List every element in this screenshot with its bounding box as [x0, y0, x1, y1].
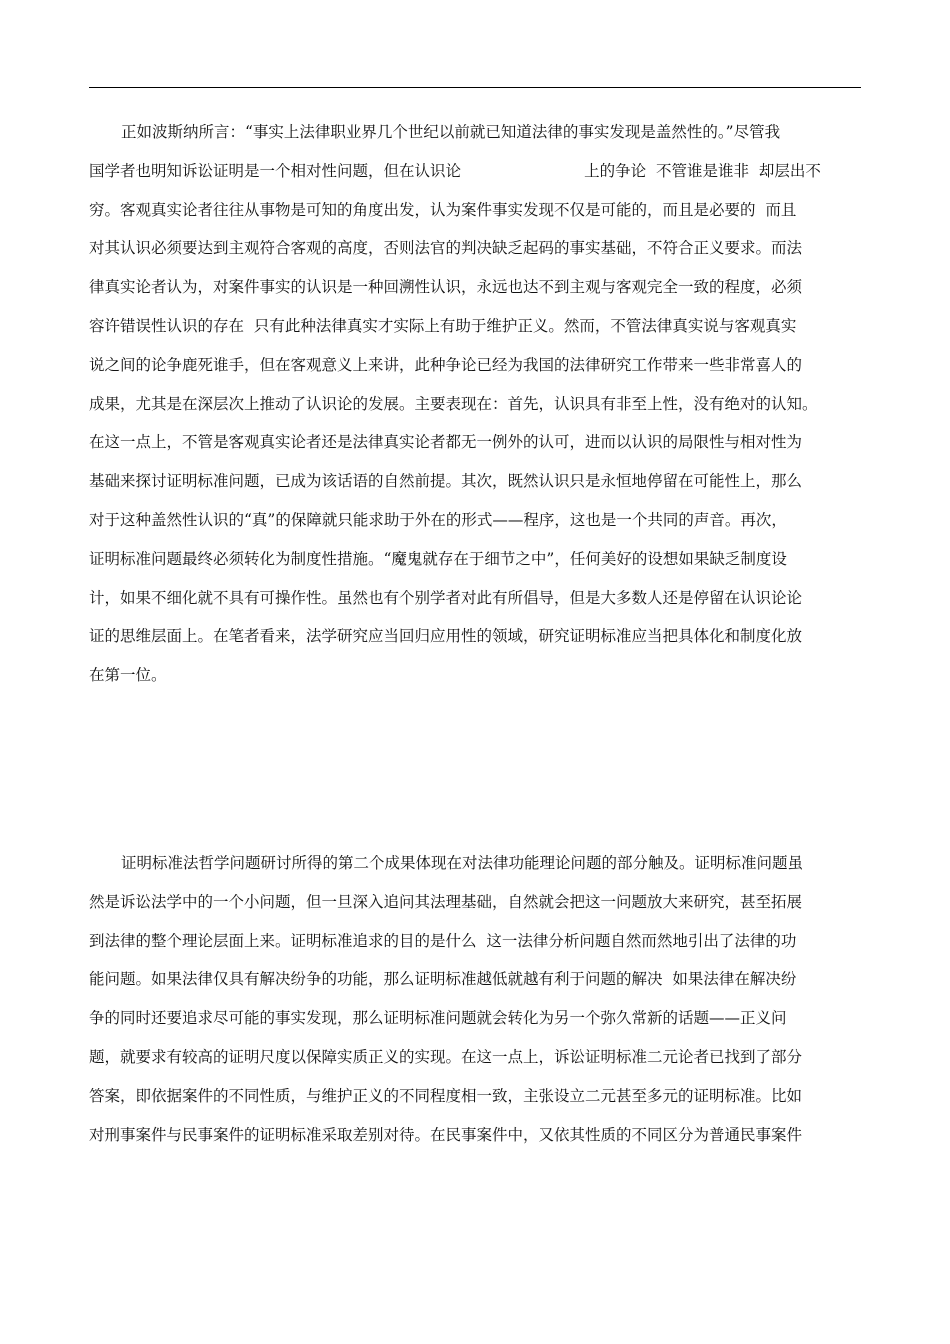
text-line: 计，如果不细化就不具有可操作性。虽然也有个别学者对此有所倡导，但是大多数人还是停留在认识论论 [89, 588, 803, 607]
text-line: 容许错误性认识的存在 只有此种法律真实才实际上有助于维护正义。然而，不管法律真实说与客观真实 [89, 316, 797, 335]
text-line: 国学者也明知诉讼证明是一个相对性问题，但在认识论 上的争论 不管谁是谁非 却层出不 [89, 161, 821, 180]
text-line: 证明标准法哲学问题研讨所得的第二个成果体现在对法律功能理论问题的部分触及。证明标准问题虽 [121, 854, 804, 872]
text-line: 在第一位。 [89, 666, 167, 685]
text-line: 对于这种盖然性认识的“真”的保障就只能求助于外在的形式——程序，这也是一个共同的声音。再次， [89, 510, 787, 529]
paragraph-2 [89, 844, 869, 1154]
text-line: 证明标准问题最终必须转化为制度性措施。“魔鬼就存在于细节之中”，任何美好的设想如果缺乏制度设 [89, 549, 787, 568]
text-line: 证的思维层面上。在笔者看来，法学研究应当回归应用性的领域，研究证明标准应当把具体化和制度化放 [89, 627, 803, 646]
text-line: 到法律的整个理论层面上来。证明标准追求的目的是什么 这一法律分析问题自然而然地引出了法律的功 [89, 931, 797, 950]
text-line: 在这一点上，不管是客观真实论者还是法律真实论者都无一例外的认可，进而以认识的局限性与相对性为 [89, 433, 803, 452]
text-line: 然是诉讼法学中的一个小问题，但一旦深入追问其法理基础，自然就会把这一问题放大来研究，甚至拓展 [89, 892, 803, 911]
text-line: 穷。客观真实论者往往从事物是可知的角度出发，认为案件事实发现不仅是可能的，而且是必要的 而且 [89, 200, 797, 219]
text-line: 对其认识必须要达到主观符合客观的高度，否则法官的判决缺乏起码的事实基础，不符合正义要求。而法 [89, 239, 803, 258]
text-line: 答案，即依据案件的不同性质，与维护正义的不同程度相一致，主张设立二元甚至多元的证明标准。比如 [89, 1086, 803, 1105]
text-line: 对刑事案件与民事案件的证明标准采取差别对待。在民事案件中，又依其性质的不同区分为普通民事案件 [89, 1125, 803, 1144]
text-line: 说之间的论争鹿死谁手，但在客观意义上来讲，此种争论已经为我国的法律研究工作带来一些非常喜人的 [89, 355, 803, 374]
paragraph-1 [89, 113, 869, 695]
text-line: 能问题。如果法律仅具有解决纷争的功能，那么证明标准越低就越有利于问题的解决 如果法律在解决纷 [89, 970, 797, 989]
text-line: 题，就要求有较高的证明尺度以保障实质正义的实现。在这一点上，诉讼证明标准二元论者已找到了部分 [89, 1047, 803, 1066]
header-rule [89, 87, 861, 88]
text-line: 争的同时还要追求尽可能的事实发现，那么证明标准问题就会转化为另一个弥久常新的话题——正义问 [89, 1009, 787, 1028]
text-line: 基础来探讨证明标准问题，已成为该话语的自然前提。其次，既然认识只是永恒地停留在可能性上，那么 [89, 472, 803, 491]
text-line: 成果，尤其是在深层次上推动了认识论的发展。主要表现在：首先，认识具有非至上性，没有绝对的认知。 [89, 394, 818, 413]
text-line: 正如波斯纳所言：“事实上法律职业界几个世纪以前就已知道法律的事实发现是盖然性的。”尽管我 [121, 123, 781, 141]
text-line: 律真实论者认为，对案件事实的认识是一种回溯性认识，永远也达不到主观与客观完全一致的程度，必须 [89, 278, 803, 297]
